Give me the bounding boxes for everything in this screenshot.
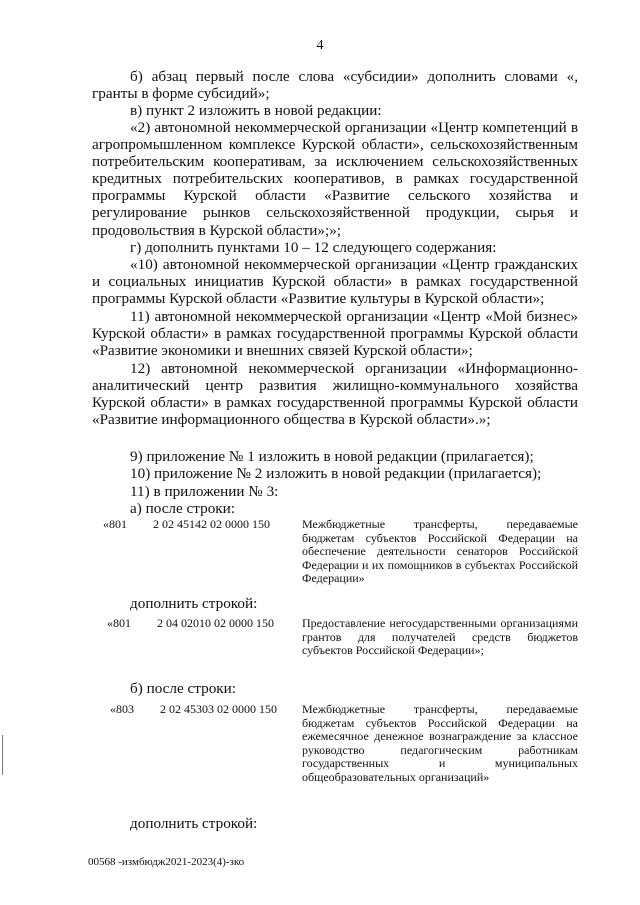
scan-edge-mark [2,735,3,775]
paragraph-v-punkt2: в) пункт 2 изложить в новой редакции: [130,102,382,119]
paragraph-item2: «2) автономной некоммерческой организации «Центр компетенций в агропромышленном комплексе Курской области», сельскохозяйственным потребительским кооперативам, за исключением сельскохозяйственных кредитных потребительских кооперативов, в рамках государственной программы Курской области «Развитие сельского хозяйства и регулирование рынков сельскохозяйственной продукции, сырья и продовольствия в Курской области»;»; [92,119,578,239]
row-text: Предоставление негосударственными организациями грантов для получателей средств бюджетов субъектов Российской Федерации»; [302,616,578,657]
row-code: «803 [110,702,134,716]
paragraph-dopolnit1: дополнить строкой: [130,595,258,612]
row-text: Межбюджетные трансферты, передаваемые бюджетам субъектов Российской Федерации на ежемесячное денежное вознаграждение за классное руководство педагогическим работникам государственных и муниципальных общеобразовательных организаций» [302,702,578,784]
paragraph-a-posle: а) после строки: [130,500,236,517]
paragraph-g-dopolnit: г) дополнить пунктами 10 – 12 следующего содержания: [130,239,497,256]
row-kbk: 2 02 45142 02 0000 150 [153,517,270,531]
row-kbk: 2 04 02010 02 0000 150 [157,616,274,630]
page-number: 4 [316,38,324,53]
row-kbk: 2 02 45303 02 0000 150 [160,702,277,716]
paragraph-b-posle: б) после строки: [130,680,237,697]
paragraph-item11: 11) автономной некоммерческой организации «Центр «Мой бизнес» Курской области» в рамках государственной программы Курской области «Развитие экономики и внешних связей Курской области»; [92,308,578,360]
paragraph-item9: 9) приложение № 1 изложить в новой редакции (прилагается); [130,448,534,465]
paragraph-item10: «10) автономной некоммерческой организации «Центр гражданских и социальных инициатив Курской области» в рамках государственной программы Курской области «Развитие культуры в Курской области»; [92,256,578,308]
document-footer: 00568 -измбюдж2021-2023(4)-зко [88,856,245,868]
row-text: Межбюджетные трансферты, передаваемые бюджетам субъектов Российской Федерации на обеспечение деятельности сенаторов Российской Федерации и их помощников в субъектах Российской Федерации» [302,517,578,585]
paragraph-dopolnit2: дополнить строкой: [130,815,258,832]
paragraph-item11b: 11) в приложении № 3: [130,483,279,500]
row-code: «801 [103,517,127,531]
paragraph-item12: 12) автономной некоммерческой организации «Информационно-аналитический центр развития жилищно-коммунального хозяйства Курской области» в рамках государственной программы Курской области «Развитие информационного общества в Курской области».»; [92,360,578,429]
paragraph-item10b: 10) приложение № 2 изложить в новой редакции (прилагается); [130,465,542,482]
row-code: «801 [107,616,131,630]
paragraph-b-abzac: б) абзац первый после слова «субсидии» дополнить словами «, гранты в форме субсидий»; [92,68,578,103]
